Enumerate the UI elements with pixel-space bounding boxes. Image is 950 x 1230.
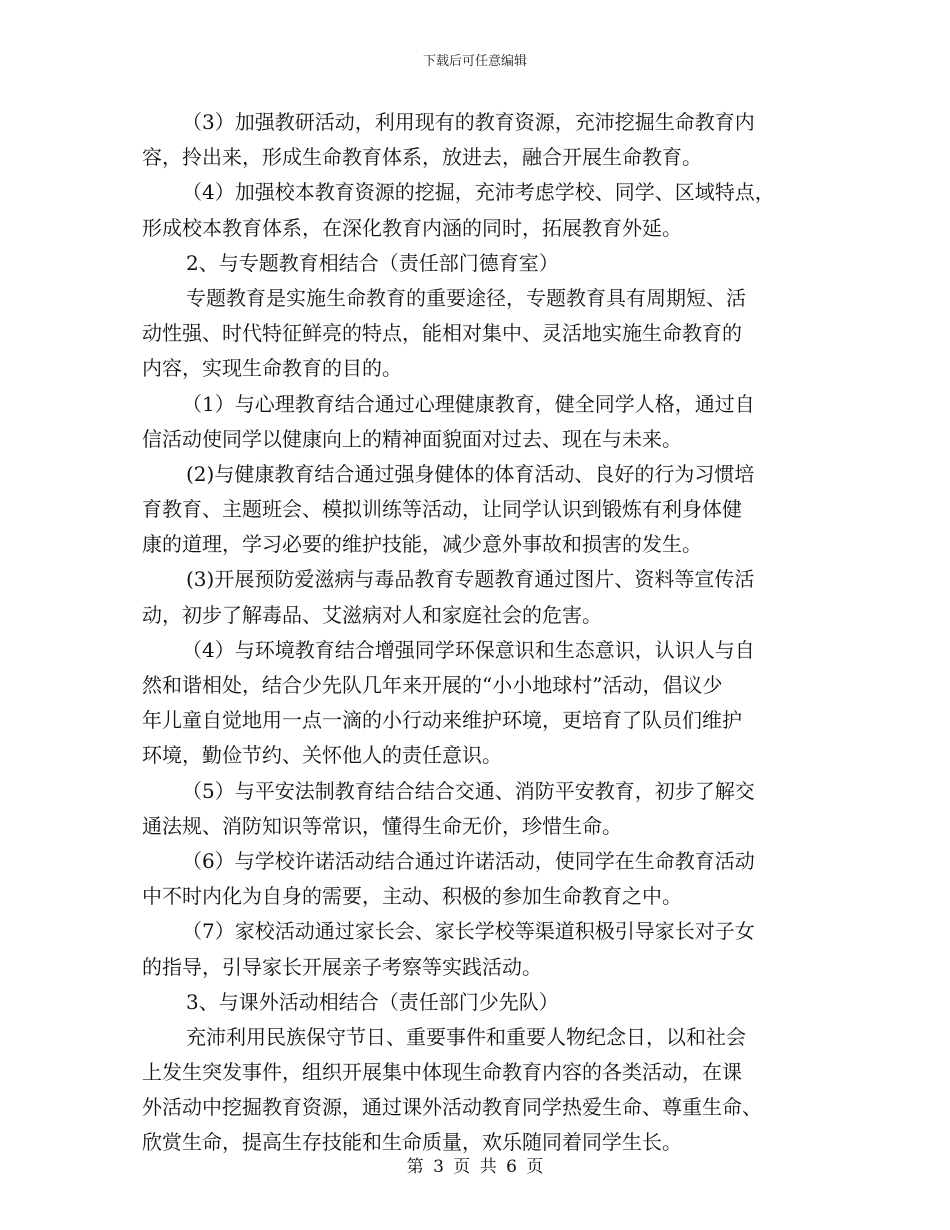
page-footer: 第 3 页 共 6 页 [406, 1157, 544, 1177]
body-text-line: 通法规、消防知识等常识，懂得生命无价，珍惜生命。 [142, 813, 622, 838]
body-text-line: （6）与学校许诺活动结合通过许诺活动，使同学在生命教育活动 [182, 848, 755, 873]
body-text-line: （7）家校活动通过家长会、家长学校等渠道积极引导家长对子女 [182, 919, 755, 944]
body-text-line: 的指导，引导家长开展亲子考察等实践活动。 [142, 954, 542, 979]
body-text-line: (3)开展预防爱滋病与毒品教育专题教育通过图片、资料等宣传活 [186, 567, 755, 592]
body-text-line: 容，拎出来，形成生命教育体系，放进去，融合开展生命教育。 [142, 145, 702, 170]
body-text-line: (2)与健康教育结合通过强身健体的体育活动、良好的行为习惯培 [186, 461, 755, 486]
body-text-line: （3）加强教研活动，利用现有的教育资源，充沛挖掘生命教育内 [182, 110, 755, 134]
body-text-line: 外活动中挖掘教育资源，通过课外活动教育同学热爱生命、尊重生命、 [142, 1095, 762, 1120]
body-text-line: 然和谐相处，结合少先队几年来开展的“小小地球村”活动，倡议少 [142, 673, 723, 697]
document-body [142, 105, 822, 1161]
body-text-line: 年儿童自觉地用一点一滴的小行动来维护环境，更培育了队员们维护 [142, 708, 742, 733]
body-text-line: （4）与环境教育结合增强同学环保意识和生态意识，认识人与自 [182, 637, 755, 662]
body-text-line: 内容，实现生命教育的目的。 [142, 356, 402, 381]
body-text-line: 环境，勤俭节约、关怀他人的责任意识。 [142, 743, 502, 768]
page-header: 下载后可任意编辑 [422, 54, 527, 69]
body-text-line: 形成校本教育体系，在深化教育内涵的同时，拓展教育外延。 [142, 215, 682, 240]
body-text-line: 康的道理，学习必要的维护技能，减少意外事故和损害的发生。 [142, 532, 702, 557]
body-text-line: （4）加强校本教育资源的挖掘，充沛考虑学校、同学、区域特点， [182, 180, 775, 205]
body-text-line: 育教育、主题班会、模拟训练等活动，让同学认识到锻炼有利身体健 [142, 497, 742, 522]
body-text-line: 信活动使同学以健康向上的精神面貌面对过去、现在与未来。 [142, 426, 682, 451]
body-text-line: 动，初步了解毒品、艾滋病对人和家庭社会的危害。 [142, 602, 602, 627]
body-text-line: 上发生突发事件，组织开展集中体现生命教育内容的各类活动，在课 [142, 1060, 742, 1085]
body-text-line: 充沛利用民族保守节日、重要事件和重要人物纪念日，以和社会 [186, 1024, 746, 1049]
body-text-line: 中不时内化为自身的需要，主动、积极的参加生命教育之中。 [142, 884, 682, 909]
body-text-line: 动性强、时代特征鲜亮的特点，能相对集中、灵活地实施生命教育的 [142, 321, 742, 346]
body-text-line: 专题教育是实施生命教育的重要途径，专题教育具有周期短、活 [186, 285, 746, 310]
body-text-line: 3、与课外活动相结合（责任部门少先队） [186, 989, 559, 1014]
body-text-line: （1）与心理教育结合通过心理健康教育，健全同学人格，通过自 [182, 391, 755, 416]
body-text-line: 2、与专题教育相结合（责任部门德育室） [186, 250, 559, 275]
body-text-line: （5）与平安法制教育结合结合交通、消防平安教育，初步了解交 [182, 778, 755, 803]
body-text-line: 欣赏生命，提高生存技能和生命质量，欢乐随同着同学生长。 [142, 1130, 682, 1155]
